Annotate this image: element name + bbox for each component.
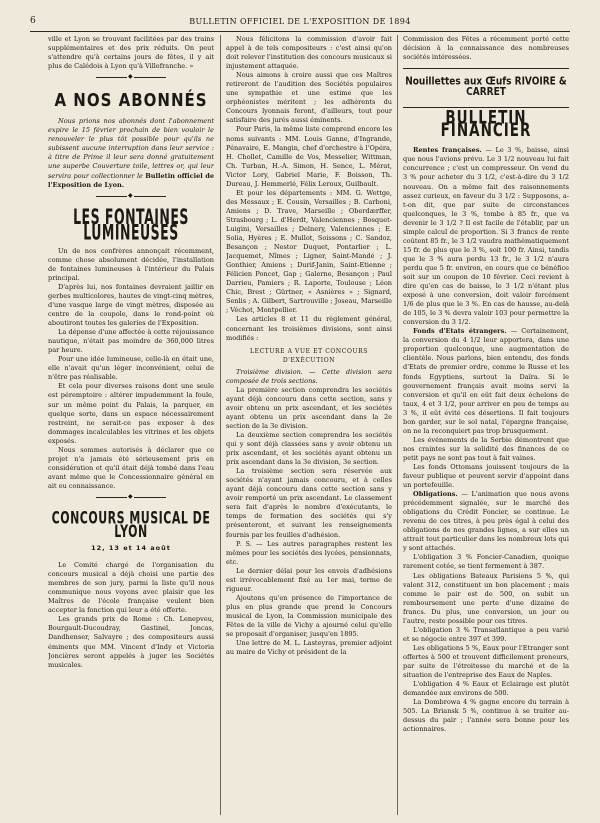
paragraph: Un de nos confrères annonçait récemment, comme chose absolument décidée, l'installation de fontaines lumineuses à l'intérieur du Palais principal.: [48, 246, 214, 282]
paragraph: L'obligation 4 % Eaux et Eclairage est plutôt demandée aux environs de 500.: [403, 680, 569, 698]
paragraph: Commission des Fêtes a récemment porté cette décision à la connaissance des nombreuses sociétés intéressées.: [403, 35, 569, 62]
column-1: [48, 35, 214, 815]
paragraph: Le Comité chargé de l'organisation du concours musical a déjà choisi une partie des membres de son jury, parmi la liste qu'il nous communique nous voyons avec plaisir que les Maîtres de l'école française veulent bien accepter la fonction qui leur a été offerte.: [48, 561, 214, 615]
col1-intro: ville et Lyon se trouvant facilitées par des trains supplémentaires et des prix réduits. On peut s'attendre qu'à certains jours de fêtes, il y ait plus de Calédois à Lyon qu'à Villefranche. »: [48, 35, 214, 71]
paragraph: Les obligations 5 %, Eaux pour l'Etranger sont offertes à 500 et trouvent difficilement preneurs, par suite de l'étroitesse du marché et de la situation de l'entreprise des Eaux de Naples.: [403, 643, 569, 680]
abonnes-title: A NOS ABONNÉS: [54, 89, 208, 111]
column-rule-1: [220, 35, 221, 815]
paragraph: Les fonds Ottomans jouissent toujours de la faveur publique et peuvent servir d'appoint dans un portefeuille.: [403, 462, 569, 490]
paragraph: Le dernier délai pour les envois d'adhésions est irrévocablement fixé au 1er mai, terme de rigueur.: [226, 566, 392, 593]
concours-title: CONCOURS MUSICAL DE LYON: [51, 508, 211, 542]
paragraph: Pour Paris, la même liste comprend encore les noms suivants : MM. Louis Ganne, d'Ingrande, Pénavaire, E. Mangin, chef d'orchestre à l'Opéra, H. Chollet, Camille de Vos, Messelier, Wittman, Ch. Turban, H.-A. Simon, H. Sence, L. Mérat, Victor Lory, Gabriel Marie, F. Boisson, Th. Dureau, J. Hemmerlé, Félix Leroux, Guilbault.: [226, 125, 392, 188]
running-title: BULLETIN OFFICIEL DE L'EXPOSITION DE 1894: [189, 17, 411, 26]
divider: [403, 68, 569, 69]
ad-title: Nouillettes aux Œufs RIVOIRE & CARRET: [405, 76, 567, 99]
fontaines-body: [48, 247, 214, 491]
paragraph: D'après lui, nos fontaines devraient jaillir en gerbes multicolores, hautes de vingt-cinq mètres, d'une vasque large de vingt mètres, disposée au centre de la coupole, dans le rond-point où aboutiront toutes les galeries de l'Exposition.: [48, 282, 214, 328]
column-3: [403, 35, 569, 815]
abonnes-text: Nous prions nos abonnés dont l'abonnement expire le 15 février prochain de bien vouloir le renouveler le plus tôt possible pour qu'ils ne subissent aucune interruption dans leur service : à titre de Prime il leur sera donné gratuitement une superbe Couverture toile, lettres or, qui leur servira pour collectionner le: [48, 117, 214, 180]
paragraph: La troisième section sera réservée aux sociétés n'ayant jamais concouru, et à celles ayant déjà concouru dans cette section sans y avoir remporté un prix ascendant. Le classement sera fait d'après le nombre d'exécutants, le temps de formation des sociétés qui s'y présenteront, et suivant les renseignements fournis par les feuilles d'adhésion.: [226, 467, 392, 539]
section-label: LECTURE A VUE ET CONCOURS D'EXÉCUTION: [250, 347, 368, 364]
paragraph: L'obligation 3 % Transatlantique a peu varié et se négocie entre 397 et 399.: [403, 625, 569, 643]
abonnes-notice: [48, 117, 214, 189]
rentes-text: — Le 3 %, baisse, ainsi que nous l'avions prévu. Le 3 1/2 nouveau lui fait concurrence ; c'est un compresseur. On vend du 3 % pour acheter du 3 1/2, c'est-à-dire du 3 1/2 nouveau. On a même fait des raisonnements assez curieux, en faveur du 3 1/2 : Supposons, a-t-on dit, que par suite de circonstances quelconques, le 3 %, tombe à 85 fr., que va devenir le 3 1/2 ? Il est facile de l'établir, par un simple calcul de proportion. Si 3 francs de rente coûtent 85 fr., le 3 1/2 vaudra mathématiquement 15 fr. de plus que le 3 %, soit 100 fr. Ainsi, tandis que le 3 % aura perdu 13 fr., le 3 1/2 n'aura perdu que 5 fr. environ, en cours que ce bénéfice soit sur un coupon de 10 février. Ceci revient à dire qu'en cas de baisse, le 3 1/2 n'étant plus exposé à une conversion, doit valoir forcément 1/6 de plus que le 3 %. En cas de hausse, au-delà de 105, le 3 % devra valoir 103 pour permettre la conversion du 3 1/2.: [403, 146, 569, 327]
oblig-text: — L'animation que nous avons précédemment signalée, sur le marché des obligations du Crédit Foncier, se continue. Le revenu de ces titres, à peu près égal à celui des obligations de nos grandes lignes, a sur elles un attrait tout particulier dans les nombreux lots qui y sont attachés.: [403, 490, 569, 553]
oblig-label: Obligations.: [413, 490, 458, 499]
financial-title: BULLETIN FINANCIER: [440, 107, 532, 142]
paragraph: Et pour les départements : MM. G. Wettge, des Messaux ; E. Cousin, Versailles ; B. Carboni, Amiens ; D. Trave, Marseille ; Oberdærffer, Strasbourg ; L. d'Herdt, Valenciennes ; Bosquet-Luigini, Versailles ; Delnery, Valenciennes ; E. Solia, Hyères ; E. Mullot, Soissons ; C. Sandoz, Besançon ; Nestor Duquet, Pontarlier ; L. Jacquemet, Nîmes ; Ligner, Saint-Mandé ; J. Gonthier, Amiens ; Durif-Janin, Saint-Etienne ; Félicien Poncet, Gap ; Galerne, Besançon ; Paul Darrieu, Pamiers ; R. Laporte, Toulouse ; Léon Chic, Brest ; Gürtner, « Asnières » ; Signard, Senlis ; A. Gilbert, Sartrouville ; Joseau, Marseille ; Véchot, Montpellier.: [226, 188, 392, 315]
paragraph: Les événements de la Serbie démontrent que nos craintes sur la solidité des finances de ce petit pays ne sont pas tout à fait vaines.: [403, 435, 569, 462]
paragraph: Troisième division. — Cette division sera composée de trois sections.: [226, 367, 392, 385]
rentes-label: Rentes françaises.: [413, 146, 482, 155]
separator: [96, 196, 166, 201]
fonds-text: — Certainement, la conversion du 4 1/2 leur apportera, dans une proportion quelconque, une augmentation de clientèle. Nous parlons, bien entendu, des fonds d'Etats de premier ordre, comme le Russe et les fonds Egyptiens, surtout la Daïra. Si le gouvernement français avait moins servi la conversion et qu'il en eût fait deux échelons de taux, 4 et 3 1/2, pour arriver en peu de temps au 3 %, il eût évité ces désertions. Il fait toujours bon garder, sur le sol natal, l'épargne française, on ne la reconquiert pas trop brusquement.: [403, 327, 569, 435]
paragraph: La deuxième section comprendra les sociétés qui y sont déjà classées sans y avoir obtenu un prix ascendant, et les sociétés ayant obtenu un prix ascendant dans la 3e division, 3e section.: [226, 431, 392, 467]
concours-dates: 12, 13 et 14 août: [91, 544, 171, 553]
paragraph: La dépense d'une affectée à cette réjouissance nautique, n'était pas moindre de 360,000 litres par heure.: [48, 328, 214, 355]
fonds-label: Fonds d'Etats étrangers.: [413, 327, 507, 336]
paragraph: Ajoutons qu'en présence de l'importance de plus en plus grande que prend le Concours musical de Lyon, la Commission municipale des Fêtes de la ville de Vichy a ajourné celui qu'elle se proposait d'organiser, jusqu'en 1895.: [226, 593, 392, 639]
paragraph: Pour une idée lumineuse, celle-là en était une, elle n'avait qu'un léger inconvénient, celui de n'être pas réalisable.: [48, 355, 214, 382]
paragraph: Les grands prix de Rome : Ch. Lenepveu, Bourgault-Ducoudray, Gastinel, Joncas, Dandhenser, Salvayre ; des compositeurs aussi éminents que MM. Vincent d'Indy et Victoria Joncières seront appelés à juger les Sociétés musicales.: [48, 615, 214, 669]
running-header: [30, 16, 570, 30]
abonnes-bold: Bulletin officiel de l'Exposition de Lyon.: [48, 171, 214, 189]
paragraph: L'obligation 3 % Foncier-Canadien, quoique rarement cotée, se tient fermement à 387.: [403, 553, 569, 571]
paragraph: Nous félicitons la commission d'avoir fait appel à de tels compositeurs : c'est ainsi qu'on doit relever l'institution des concours musicaux si injustement attaquée.: [226, 35, 392, 71]
page-number: 6: [30, 16, 37, 26]
paragraph: Nous sommes autorisés à déclarer que ce projet n'a jamais été sérieusement pris en considération et qu'il était déjà tombé dans l'eau avant même que le Concessionnaire général en ait eu connaissance.: [48, 445, 214, 490]
paragraph: Nous aimons à croire aussi que ces Maîtres retireront de l'audition des Sociétés populaires une sympathie et une estime que les orphéonistes méritent ; les adhérents du Concours lyonnais feront, d'ailleurs, tout pour satisfaire des jurés aussi éminents.: [226, 71, 392, 125]
paragraph: La Dombrowa 4 % gagne encore du terrain à 505. La Briansk 5 %, continue à se traiter au-dessus du pair ; l'année sera bonne pour les actionnaires.: [403, 698, 569, 734]
paragraph: P. S. — Les autres paragraphes restent les mêmes pour les sociétés des lycées, pensionnats, etc.: [226, 539, 392, 566]
column-rule-2: [397, 35, 398, 815]
paragraph: Une lettre de M. L. Lasteyras, premier adjoint au maire de Vichy et président de la: [226, 639, 392, 657]
separator: [96, 497, 166, 502]
rentes-paragraph: [403, 146, 569, 327]
column-2: [226, 35, 392, 815]
oblig-paragraph: [403, 490, 569, 553]
paragraph: Les articles 8 et 11 du règlement général, concernant les troisièmes divisions, sont ainsi modifiés :: [226, 315, 392, 342]
paragraph: La première section comprendra les sociétés ayant déjà concouru dans cette section, sans y avoir obtenu un prix ascendant, et les sociétés ayant obtenu un prix ascendant dans la 2e section de la 3e division.: [226, 385, 392, 430]
separator: [96, 77, 166, 82]
paragraph: Et cela pour diverses raisons dont une seule est péremptoire : altérer impudemment la foule, sur un même point du Palais, la parquer, en quelque sorte, dans un espace nécessairement restreint, ne serait-ce pas exposer à des dommages incalculables les vitrines et les objets exposés.: [48, 382, 214, 445]
fontaines-title: LES FONTAINES LUMINEUSES: [73, 203, 189, 245]
fonds-paragraph: [403, 327, 569, 436]
paragraph: Les obligations Bateaux Parisiens 5 %, qui valent 312, constituent un bon placement ; mais comme le pair est de 500, on subit un remboursement une perte d'une dizaine de francs. Du plus, une conversion, un jour ou l'autre, reste possible pour ces titres.: [403, 571, 569, 625]
header-rule: [30, 31, 570, 32]
